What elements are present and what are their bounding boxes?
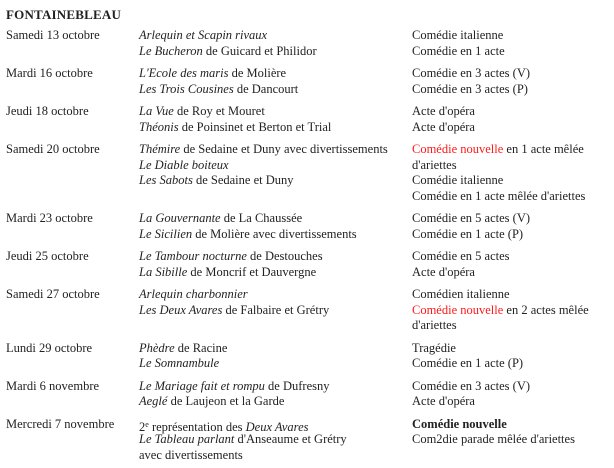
text-segment: de Laujeon et la Garde — [167, 394, 285, 408]
genre-line — [412, 158, 612, 174]
schedule-entry — [6, 249, 614, 280]
date-column — [6, 287, 139, 334]
date-column — [6, 417, 139, 464]
date-column — [6, 379, 139, 410]
genre-line — [412, 104, 612, 120]
text-segment: Comédie italienne — [412, 173, 504, 187]
text-segment: de La Chaussée — [220, 211, 303, 225]
work-line — [139, 432, 412, 448]
work-line — [139, 120, 412, 136]
genre-line — [412, 265, 612, 281]
text-segment: Acte d'opéra — [412, 264, 475, 279]
works-column — [139, 249, 412, 280]
works-column — [139, 379, 412, 410]
genre-line — [412, 211, 612, 227]
schedule-entry — [6, 287, 614, 334]
text-segment: d'ariettes — [412, 157, 457, 172]
text-segment: Acte d'opéra — [412, 119, 475, 134]
genre-highlight: Comédie nouvelle — [412, 416, 507, 431]
work-title: La Vue — [139, 104, 174, 118]
schedule-entry — [6, 66, 614, 97]
schedule-entry — [6, 379, 614, 410]
genre-line — [412, 341, 612, 357]
genres-column — [412, 249, 612, 280]
date-column — [6, 28, 139, 59]
text-segment: Comédie en 3 actes (P) — [412, 81, 528, 96]
work-line — [139, 287, 412, 303]
work-line — [139, 211, 412, 227]
work-title: L'Ecole des maris — [139, 66, 229, 80]
text-segment: Comédien italienne — [412, 287, 510, 301]
works-column — [139, 341, 412, 372]
genre-line — [412, 303, 612, 319]
genre-line — [412, 394, 612, 410]
work-title: Le Tambour nocturne — [139, 249, 247, 263]
work-line — [139, 448, 412, 464]
work-title: Les Deux Avares — [139, 302, 223, 317]
work-title: Théonis — [139, 119, 179, 134]
genre-line — [412, 227, 612, 243]
performance-date: Lundi 29 octobre — [6, 340, 93, 355]
text-segment: de Molière avec divertissements — [192, 226, 357, 241]
work-title: Le Tableau parlant — [139, 432, 235, 446]
genres-column — [412, 104, 612, 135]
genre-line — [412, 142, 612, 158]
text-segment: d'Anseaume et Grétry — [234, 432, 347, 446]
genre-line — [412, 189, 612, 205]
text-segment: Comédie en 5 actes (V) — [412, 211, 531, 225]
text-segment: de Poinsinet et Berton et Trial — [178, 119, 332, 134]
work-line — [139, 28, 412, 44]
genre-line — [412, 417, 612, 433]
text-segment: de Dufresny — [264, 378, 330, 393]
genres-column — [412, 142, 612, 204]
genres-column — [412, 379, 612, 410]
schedule-entry — [6, 104, 614, 135]
work-title: Le Diable boiteux — [139, 157, 229, 172]
text-segment: en 1 acte mêlée — [503, 142, 584, 156]
genres-column — [412, 211, 612, 242]
work-line — [139, 341, 412, 357]
work-line — [139, 379, 412, 395]
date-column — [6, 142, 139, 204]
text-segment: Comédie en 1 acte mêlée d'ariettes — [412, 188, 586, 203]
performance-schedule — [6, 28, 614, 463]
genre-line — [412, 66, 612, 82]
genre-line — [412, 44, 612, 60]
text-segment: de Dancourt — [233, 81, 299, 96]
schedule-entry — [6, 417, 614, 464]
work-title: Arlequin et Scapin rivaux — [139, 28, 268, 42]
text-segment: de Sedaine et Duny avec divertissements — [180, 142, 388, 156]
performance-date: Samedi 20 octobre — [6, 142, 100, 156]
date-column — [6, 66, 139, 97]
text-segment: de Roy et Mouret — [173, 104, 265, 118]
text-segment: représentation des — [148, 419, 246, 434]
work-title: La Gouvernante — [139, 211, 221, 225]
works-column — [139, 104, 412, 135]
works-column — [139, 66, 412, 97]
genre-line — [412, 28, 612, 44]
text-segment: Comédie italienne — [412, 28, 504, 42]
work-title: Aeglé — [139, 394, 168, 408]
text-segment: Comédie en 3 actes (V) — [412, 378, 531, 393]
genres-column — [412, 417, 612, 464]
work-line — [139, 356, 412, 372]
text-segment: de Sedaine et Duny — [192, 173, 294, 187]
text-segment: e — [145, 419, 149, 429]
performance-date: Samedi 27 octobre — [6, 287, 100, 301]
work-line — [139, 66, 412, 82]
work-line — [139, 44, 412, 60]
work-line — [139, 227, 412, 243]
schedule-entry — [6, 28, 614, 59]
text-segment: en 2 actes mêlée — [503, 302, 589, 317]
work-title: Le Somnambule — [139, 356, 220, 370]
text-segment: de Falbaire et Grétry — [222, 302, 330, 317]
works-column — [139, 28, 412, 59]
genre-line — [412, 432, 612, 448]
genre-highlight: Comédie nouvelle — [412, 142, 504, 156]
text-segment: 2 — [139, 419, 146, 434]
schedule-entry — [6, 341, 614, 372]
work-line — [139, 303, 412, 319]
text-segment: Comédie en 3 actes (V) — [412, 66, 531, 80]
performance-date: Mercredi 7 novembre — [6, 416, 115, 431]
work-line — [139, 173, 412, 189]
date-column — [6, 341, 139, 372]
genres-column — [412, 287, 612, 334]
genres-column — [412, 341, 612, 372]
work-line — [139, 104, 412, 120]
work-title: Le Mariage fait et rompu — [139, 378, 265, 393]
work-line — [139, 82, 412, 98]
text-segment: Comédie en 1 acte (P) — [412, 226, 524, 241]
work-title: La Sibille — [139, 264, 188, 279]
text-segment: Comédie en 1 acte (P) — [412, 356, 524, 370]
genre-highlight: Comédie nouvelle — [412, 302, 504, 317]
work-line — [139, 265, 412, 281]
work-line — [139, 394, 412, 410]
works-column — [139, 211, 412, 242]
work-title: Les Trois Cousines — [139, 81, 234, 96]
genre-line — [412, 173, 612, 189]
work-line — [139, 142, 412, 158]
text-segment: de Racine — [174, 340, 228, 355]
text-segment: de Molière — [228, 66, 287, 80]
date-column — [6, 104, 139, 135]
work-title: Arlequin charbonnier — [139, 287, 248, 301]
performance-date: Mardi 6 novembre — [6, 378, 100, 393]
text-segment: avec divertissements — [139, 447, 243, 462]
work-title: Thémire — [139, 142, 181, 156]
work-title: Phèdre — [139, 340, 175, 355]
works-column — [139, 287, 412, 334]
text-segment: de Moncrif et Dauvergne — [187, 264, 317, 279]
work-title: Les Sabots — [139, 173, 193, 187]
schedule-entry — [6, 142, 614, 204]
genre-line — [412, 120, 612, 136]
text-segment: Acte d'opéra — [412, 394, 475, 408]
work-line — [139, 417, 412, 433]
text-segment: Tragédie — [412, 340, 456, 355]
genre-line — [412, 356, 612, 372]
text-segment: Comédie en 1 acte — [412, 43, 505, 58]
work-title: Le Bucheron — [139, 43, 203, 58]
genre-line — [412, 287, 612, 303]
genre-line — [412, 249, 612, 265]
text-segment: de Destouches — [246, 249, 323, 263]
genres-column — [412, 28, 612, 59]
genre-line — [412, 318, 612, 334]
text-segment: d'ariettes — [412, 318, 457, 332]
performance-date: Jeudi 25 octobre — [6, 249, 89, 263]
performance-date: Mardi 23 octobre — [6, 211, 93, 225]
genres-column — [412, 66, 612, 97]
work-title: Le Sicilien — [139, 226, 193, 241]
text-segment: de Guicard et Philidor — [202, 43, 317, 58]
performance-date: Samedi 13 octobre — [6, 28, 100, 42]
section-title: FONTAINEBLEAU — [6, 7, 122, 22]
date-column — [6, 249, 139, 280]
works-column — [139, 142, 412, 204]
date-column — [6, 211, 139, 242]
performance-date: Mardi 16 octobre — [6, 66, 93, 80]
work-line — [139, 158, 412, 174]
genre-line — [412, 82, 612, 98]
text-segment: Acte d'opéra — [412, 104, 475, 118]
performance-date: Jeudi 18 octobre — [6, 104, 89, 118]
work-line — [139, 249, 412, 265]
text-segment: Com2die parade mêlée d'ariettes — [412, 432, 575, 446]
genre-line — [412, 379, 612, 395]
text-segment: Comédie en 5 actes — [412, 249, 510, 263]
schedule-entry — [6, 211, 614, 242]
works-column — [139, 417, 412, 464]
work-title: Deux Avares — [245, 419, 309, 434]
